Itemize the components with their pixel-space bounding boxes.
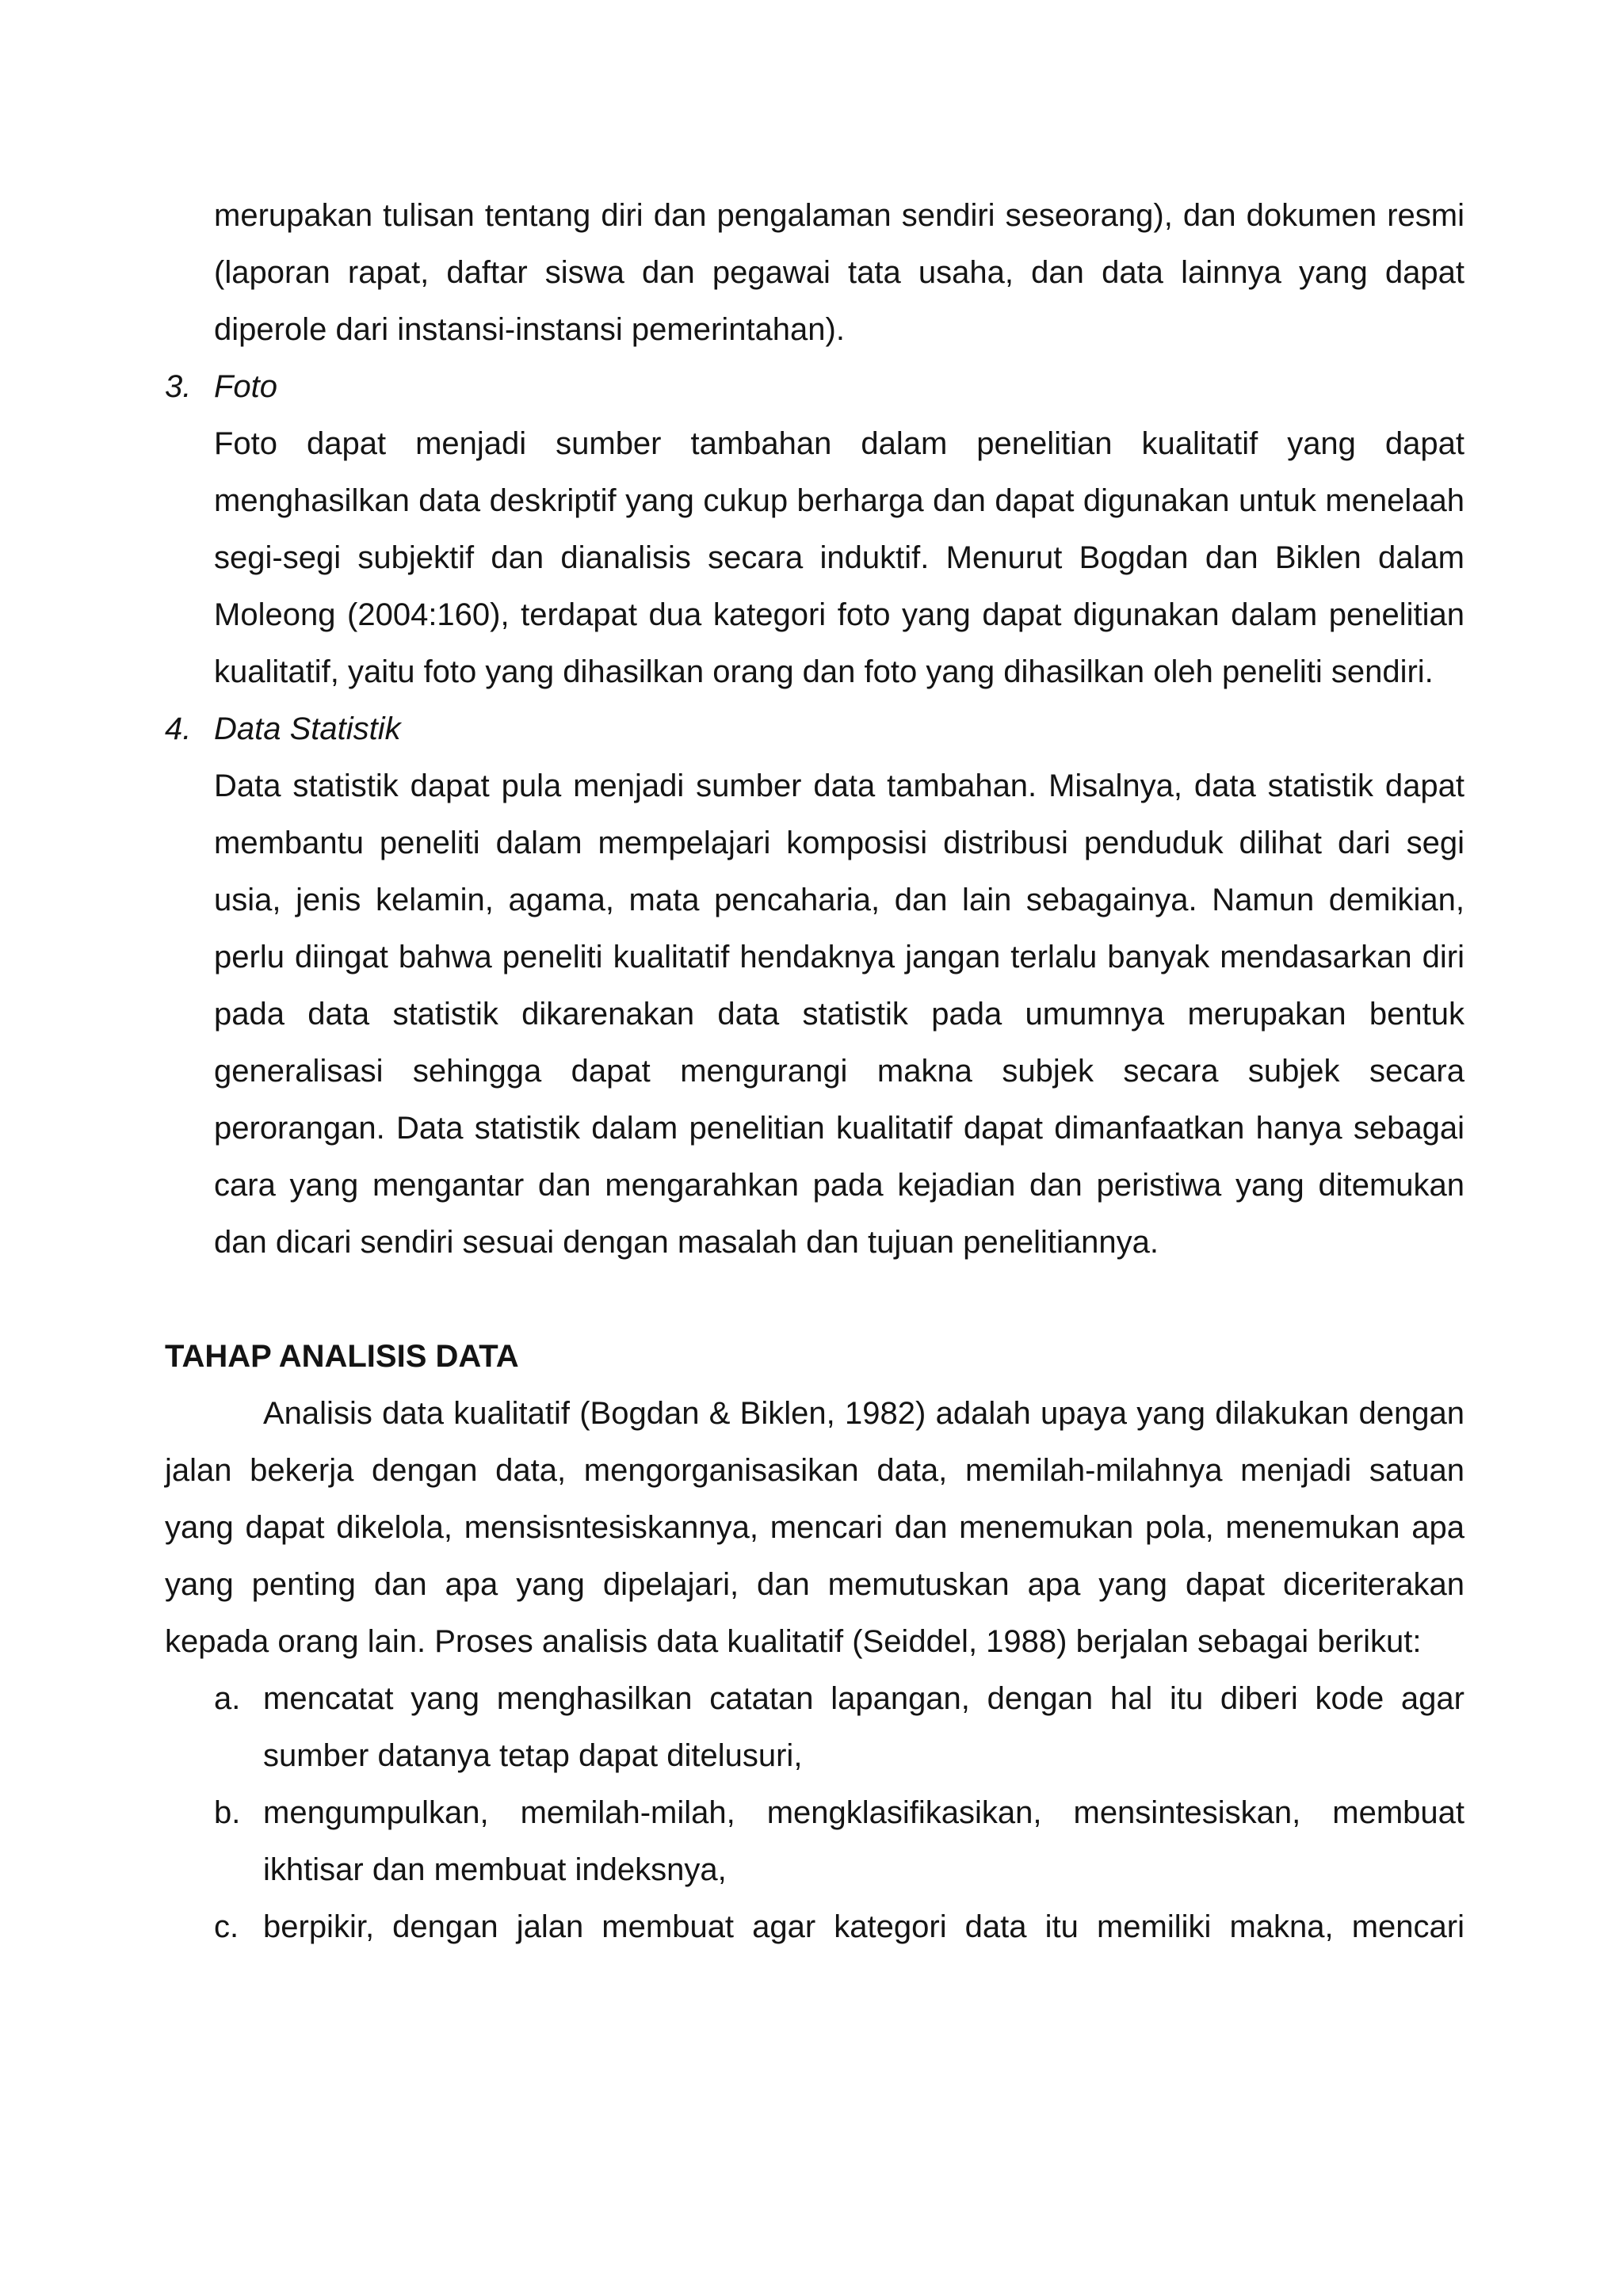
list-item-heading — [165, 358, 1465, 415]
analysis-step-letter: c. — [214, 1909, 239, 1944]
intro-paragraph: merupakan tulisan tentang diri dan pengalaman sendiri seseorang), dan dokumen resmi (laporan rapat, daftar siswa dan pegawai tata usaha, dan data lainnya yang dapat diperole dari instansi-instansi pemerintahan). — [214, 198, 1465, 347]
analysis-step — [214, 1670, 1465, 1784]
analysis-step — [214, 1898, 1465, 1955]
analysis-step-text: mengumpulkan, memilah-milah, mengklasifikasikan, mensintesiskan, membuat ikhtisar dan membuat indeksnya, — [263, 1795, 1465, 1887]
analysis-steps-list — [165, 1670, 1465, 1955]
page-content — [165, 187, 1465, 1955]
list-item-title: Data Statistik — [214, 711, 401, 746]
list-item-number: 3. — [165, 369, 192, 404]
list-item-title: Foto — [214, 369, 278, 404]
list-item-foto — [165, 358, 1465, 700]
analysis-step-text: berpikir, dengan jalan membuat agar kategori data itu memiliki makna, mencari — [263, 1909, 1465, 1944]
analysis-step-letter: a. — [214, 1681, 241, 1716]
analysis-step-letter: b. — [214, 1795, 241, 1830]
section-paragraph: Analisis data kualitatif (Bogdan & Biklen, 1982) adalah upaya yang dilakukan dengan jalan bekerja dengan data, mengorganisasikan data, memilah-milahnya menjadi satuan yang dapat dikelola, mensisntesiskannya, mencari dan menemukan pola, menemukan apa yang penting dan apa yang dipelajari, dan memutuskan apa yang dapat diceriterakan kepada orang lain. Proses analisis data kualitatif (Seiddel, 1988) berjalan sebagai berikut: — [165, 1396, 1465, 1659]
list-item-body: Data statistik dapat pula menjadi sumber data tambahan. Misalnya, data statistik dapat membantu peneliti dalam mempelajari komposisi distribusi penduduk dilihat dari segi usia, jenis kelamin, agama, mata pencaharia, dan lain sebagainya. Namun demikian, perlu diingat bahwa peneliti kualitatif hendaknya jangan terlalu banyak mendasarkan diri pada data statistik dikarenakan data statistik pada umumnya merupakan bentuk generalisasi sehingga dapat mengurangi makna subjek secara subjek secara perorangan. Data statistik dalam penelitian kualitatif dapat dimanfaatkan hanya sebagai cara yang mengantar dan mengarahkan pada kejadian dan peristiwa yang ditemukan dan dicari sendiri sesuai dengan masalah dan tujuan penelitiannya. — [214, 769, 1465, 1260]
list-item-number: 4. — [165, 711, 192, 746]
list-item-heading — [165, 700, 1465, 757]
section-heading: TAHAP ANALISIS DATA — [165, 1339, 519, 1374]
list-item-body: Foto dapat menjadi sumber tambahan dalam penelitian kualitatif yang dapat menghasilkan data deskriptif yang cukup berharga dan dapat digunakan untuk menelaah segi-segi subjektif dan dianalisis secara induktif. Menurut Bogdan dan Biklen dalam Moleong (2004:160), terdapat dua kategori foto yang dapat digunakan dalam penelitian kualitatif, yaitu foto yang dihasilkan orang dan foto yang dihasilkan oleh peneliti sendiri. — [214, 426, 1465, 689]
analysis-step-text: mencatat yang menghasilkan catatan lapangan, dengan hal itu diberi kode agar sumber datanya tetap dapat ditelusuri, — [263, 1681, 1465, 1773]
list-item-data-statistik — [165, 700, 1465, 1271]
analysis-step — [214, 1784, 1465, 1898]
